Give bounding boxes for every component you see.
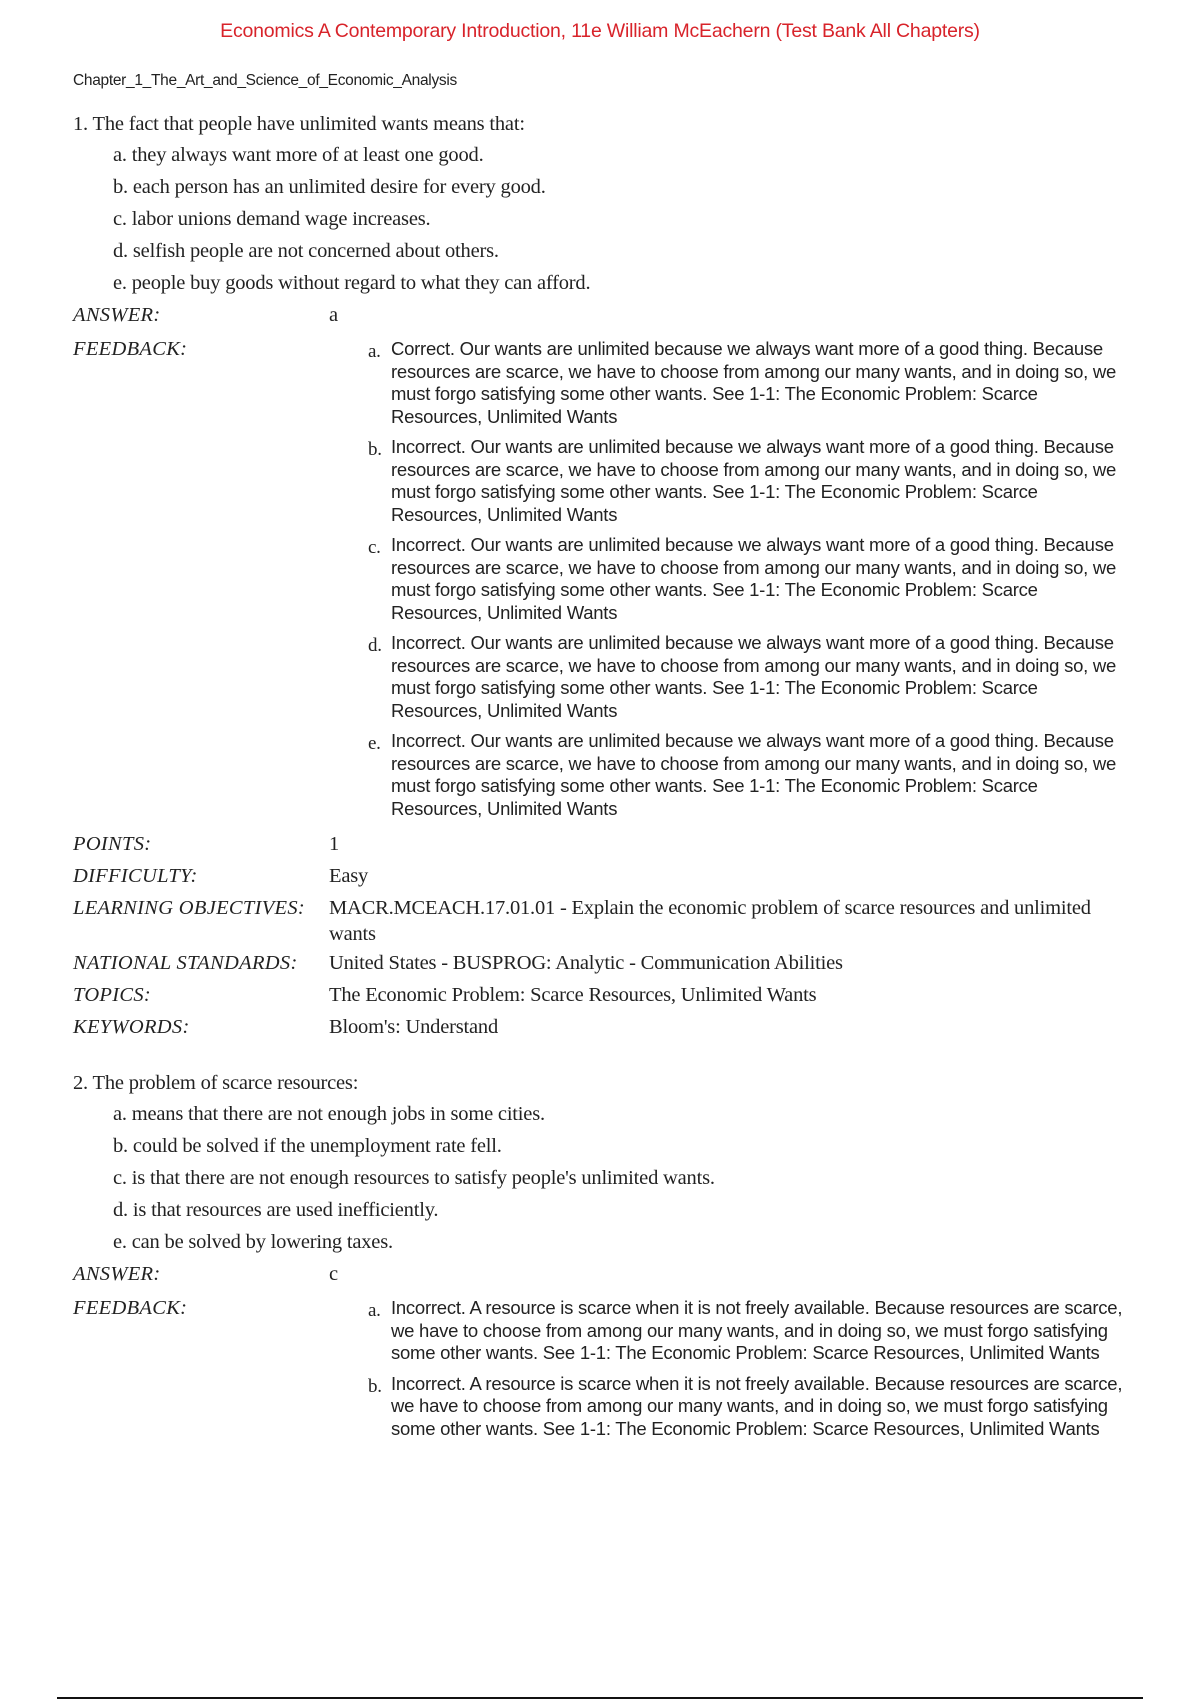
feedback-letter: e. [368,733,381,754]
feedback-row [73,1290,1133,1448]
difficulty-row [73,860,1133,892]
answer-value: c [329,1263,338,1285]
learning-objectives-value: MACR.MCEACH.17.01.01 - Explain the economic problem of scarce resources and unlimited wants [329,897,1091,945]
option-a: a. they always want more of at least one good. [113,144,484,166]
feedback-letter: b. [368,1375,382,1397]
feedback-text: Incorrect. Our wants are unlimited because we always want more of a good thing. Because resources are scarce, we have to choose from among our many wants, and in doing so, we must forgo satisfying some other wants. See 1-1: The Economic Problem: Scarce Resources, Unlimited Wants [391,632,1117,721]
option-e: e. people buy goods without regard to what they can afford. [113,272,591,294]
answer-row [73,1258,1133,1290]
question-stem: 2. The problem of scarce resources: [73,1072,359,1094]
national-standards-row [73,947,1133,979]
keywords-value: Bloom's: Understand [329,1016,499,1038]
chapter-label: Chapter_1_The_Art_and_Science_of_Economic_Analysis [73,72,457,89]
topics-label: TOPICS: [73,984,152,1006]
option-c: c. is that there are not enough resources to satisfy people's unlimited wants. [113,1167,715,1189]
feedback-letter: a. [368,1300,381,1321]
bottom-rule [57,1697,1143,1699]
question-stem: 1. The fact that people have unlimited wants means that: [73,113,525,135]
option-b: b. each person has an unlimited desire for every good. [113,176,546,198]
answer-row [73,299,1133,331]
question-1 [73,109,1133,1043]
feedback-letter: b. [368,439,382,460]
option-d: d. selfish people are not concerned about others. [113,240,499,262]
feedback-item [368,1373,1128,1441]
topics-row [73,979,1133,1011]
feedback-text: Incorrect. Our wants are unlimited because we always want more of a good thing. Because resources are scarce, we have to choose from among our many wants, and in doing so, we must forgo satisfying some other wants. See 1-1: The Economic Problem: Scarce Resources, Unlimited Wants [391,436,1117,525]
feedback-text: Incorrect. Our wants are unlimited because we always want more of a good thing. Because resources are scarce, we have to choose from among our many wants, and in doing so, we must forgo satisfying some other wants. See 1-1: The Economic Problem: Scarce Resources, Unlimited Wants [391,534,1117,623]
document-title: Economics A Contemporary Introduction, 11e William McEachern (Test Bank All Chapters) [220,20,980,42]
feedback-item [368,632,1128,722]
points-row [73,828,1133,860]
feedback-item [368,338,1128,428]
option-d: d. is that resources are used inefficiently. [113,1199,439,1221]
feedback-list [329,1290,1128,1448]
feedback-item [368,534,1128,624]
answer-options [73,1098,1133,1258]
feedback-letter: a. [368,341,381,362]
feedback-text: Correct. Our wants are unlimited because we always want more of a good thing. Because resources are scarce, we have to choose from among our many wants, and in doing so, we must forgo satisfying some other wants. See 1-1: The Economic Problem: Scarce Resources, Unlimited Wants [391,338,1117,427]
answer-value: a [329,304,338,326]
keywords-row [73,1011,1133,1043]
learning-objectives-label: LEARNING OBJECTIVES: [73,897,306,919]
question-2 [73,1068,1133,1448]
feedback-letter: c. [368,537,381,558]
feedback-letter: d. [368,635,382,656]
option-c: c. labor unions demand wage increases. [113,208,431,230]
points-label: POINTS: [73,833,152,855]
option-b: b. could be solved if the unemployment rate fell. [113,1135,502,1157]
option-e: e. can be solved by lowering taxes. [113,1231,393,1253]
option-a: a. means that there are not enough jobs in some cities. [113,1103,545,1125]
answer-label: ANSWER: [73,304,161,326]
keywords-label: KEYWORDS: [73,1016,190,1038]
answer-label: ANSWER: [73,1263,161,1285]
feedback-text: Incorrect. A resource is scarce when it is not freely available. Because resources are scarce, we have to choose from among our many wants, and in doing so, we must forgo satisfying some other wants. See 1-1: The Economic Problem: Scarce Resources, Unlimited Wants [391,1297,1123,1363]
points-value: 1 [329,833,340,855]
feedback-list [329,331,1128,828]
feedback-item [368,436,1128,526]
feedback-text: Incorrect. Our wants are unlimited because we always want more of a good thing. Because resources are scarce, we have to choose from among our many wants, and in doing so, we must forgo satisfying some other wants. See 1-1: The Economic Problem: Scarce Resources, Unlimited Wants [391,730,1117,819]
difficulty-label: DIFFICULTY: [73,865,198,887]
answer-options [73,139,1133,299]
national-standards-value: United States - BUSPROG: Analytic - Communication Abilities [329,952,843,974]
national-standards-label: NATIONAL STANDARDS: [73,952,298,974]
feedback-label: FEEDBACK: [73,338,188,360]
learning-objectives-row [73,892,1133,947]
feedback-item [368,1297,1128,1365]
feedback-item [368,730,1128,820]
feedback-row [73,331,1133,828]
topics-value: The Economic Problem: Scarce Resources, Unlimited Wants [329,984,817,1006]
feedback-label: FEEDBACK: [73,1297,188,1319]
difficulty-value: Easy [329,865,369,887]
feedback-text: Incorrect. A resource is scarce when it is not freely available. Because resources are scarce, we have to choose from among our many wants, and in doing so, we must forgo satisfying some other wants. See 1-1: The Economic Problem: Scarce Resources, Unlimited Wants [391,1372,1123,1439]
